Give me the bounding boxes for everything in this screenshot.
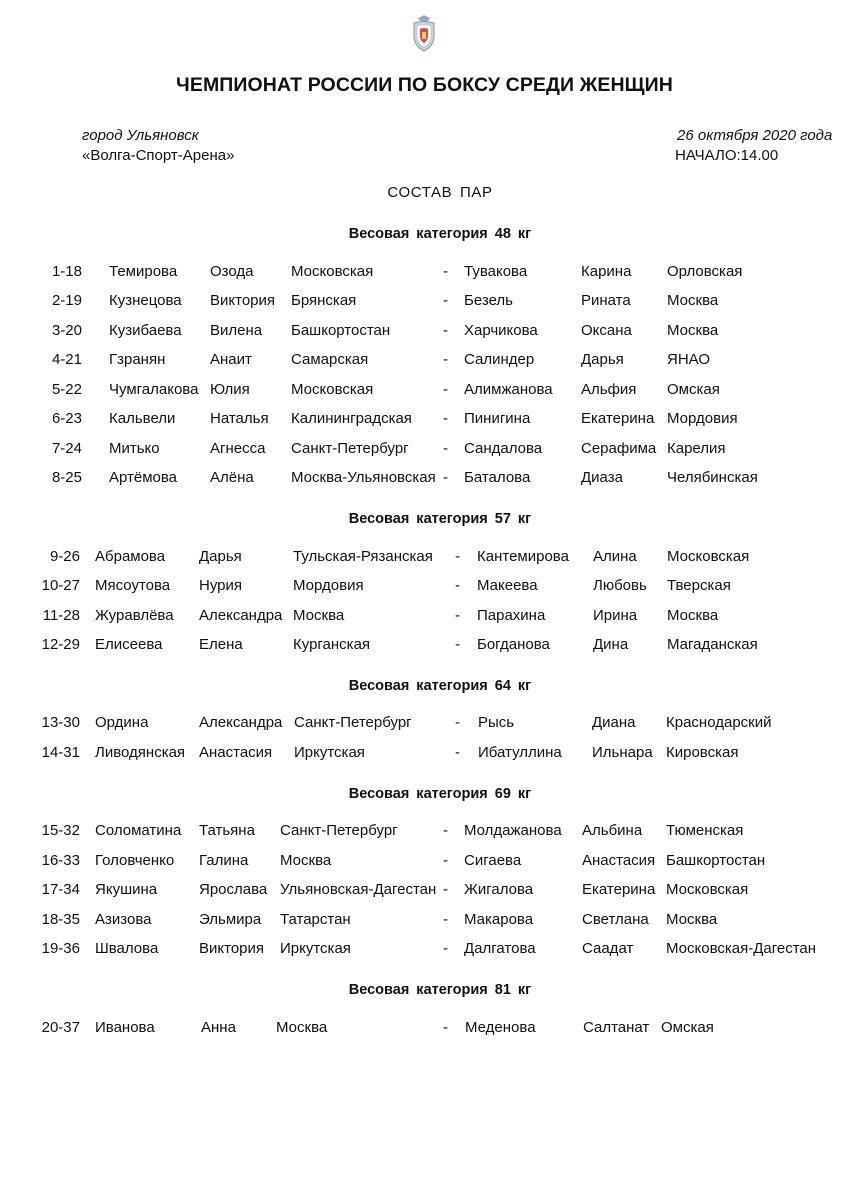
blue-surname: Богданова <box>477 636 550 653</box>
red-name: Анаит <box>210 351 252 368</box>
vs-separator: - <box>443 881 448 898</box>
blue-region: Тверская <box>667 577 731 594</box>
red-region: Курганская <box>293 636 371 653</box>
blue-surname: Жигалова <box>464 881 534 898</box>
blue-surname: Харчикова <box>464 322 538 339</box>
blue-name: Любовь <box>593 577 647 594</box>
blue-region: Москва <box>667 292 719 309</box>
red-region: Московская <box>291 263 374 280</box>
blue-region: Омская <box>661 1019 714 1036</box>
red-surname: Швалова <box>95 940 159 957</box>
pair-row <box>0 1019 849 1041</box>
red-surname: Чумгалакова <box>109 381 199 398</box>
blue-region: Челябинская <box>667 469 758 486</box>
pair-number: 6-23 <box>51 410 82 427</box>
pair-row <box>0 351 849 373</box>
blue-name: Карина <box>581 263 632 280</box>
pair-row <box>0 822 849 844</box>
red-region: Брянская <box>291 292 357 309</box>
vs-separator: - <box>443 469 448 486</box>
pair-number: 14-31 <box>41 744 80 761</box>
blue-region: Орловская <box>667 263 743 280</box>
vs-separator: - <box>455 548 460 565</box>
vs-separator: - <box>443 263 448 280</box>
red-name: Виктория <box>210 292 276 309</box>
blue-name: Диана <box>592 714 636 731</box>
red-region: Москва <box>280 852 332 869</box>
red-region: Москва <box>293 607 345 624</box>
pair-row <box>0 636 849 658</box>
start-time: НАЧАЛО:14.00 <box>675 147 779 164</box>
red-surname: Кузибаева <box>109 322 182 339</box>
blue-name: Ирина <box>593 607 638 624</box>
red-name: Галина <box>199 852 249 869</box>
blue-region: Московская <box>667 548 750 565</box>
red-surname: Якушина <box>95 881 158 898</box>
red-region: Башкортостан <box>291 322 391 339</box>
pair-row <box>0 440 849 462</box>
pair-number: 8-25 <box>51 469 82 486</box>
pair-number: 20-37 <box>41 1019 80 1036</box>
blue-name: Серафима <box>581 440 657 457</box>
weight-category-heading: Весовая категория 57 кг <box>348 511 532 527</box>
blue-name: Екатерина <box>581 410 655 427</box>
blue-name: Саадат <box>582 940 634 957</box>
vs-separator: - <box>443 911 448 928</box>
vs-separator: - <box>455 714 460 731</box>
vs-separator: - <box>443 852 448 869</box>
blue-name: Ильнара <box>592 744 653 761</box>
blue-surname: Сигаева <box>464 852 522 869</box>
blue-surname: Алимжанова <box>464 381 553 398</box>
blue-name: Оксана <box>581 322 632 339</box>
blue-surname: Безель <box>464 292 513 309</box>
red-surname: Артёмова <box>109 469 178 486</box>
red-region: Санкт-Петербург <box>280 822 398 839</box>
vs-separator: - <box>443 440 448 457</box>
red-region: Ульяновская-Дагестан <box>280 881 437 898</box>
blue-name: Дина <box>593 636 629 653</box>
red-region: Иркутская <box>280 940 351 957</box>
pair-row <box>0 940 849 962</box>
blue-surname: Сандалова <box>464 440 543 457</box>
red-name: Александра <box>199 714 283 731</box>
blue-surname: Меденова <box>465 1019 536 1036</box>
red-surname: Елисеева <box>95 636 163 653</box>
red-surname: Митько <box>109 440 160 457</box>
blue-name: Екатерина <box>582 881 656 898</box>
blue-name: Светлана <box>582 911 649 928</box>
pair-row <box>0 744 849 766</box>
pair-row <box>0 381 849 403</box>
pair-number: 1-18 <box>51 263 82 280</box>
blue-surname: Салиндер <box>464 351 535 368</box>
red-region: Самарская <box>291 351 369 368</box>
red-surname: Кузнецова <box>109 292 182 309</box>
blue-surname: Кантемирова <box>477 548 569 565</box>
vs-separator: - <box>443 292 448 309</box>
vs-separator: - <box>443 351 448 368</box>
blue-name: Анастасия <box>582 852 656 869</box>
vs-separator: - <box>455 636 460 653</box>
pair-number: 4-21 <box>51 351 82 368</box>
pair-number: 19-36 <box>41 940 80 957</box>
blue-surname: Ибатуллина <box>478 744 562 761</box>
city: город Ульяновск <box>82 127 199 144</box>
red-region: Санкт-Петербург <box>291 440 409 457</box>
red-surname: Соломатина <box>95 822 182 839</box>
pair-number: 9-26 <box>49 548 80 565</box>
blue-region: Кировская <box>666 744 739 761</box>
vs-separator: - <box>443 822 448 839</box>
pair-number: 2-19 <box>51 292 82 309</box>
pair-number: 15-32 <box>41 822 80 839</box>
red-name: Ярослава <box>199 881 268 898</box>
blue-region: Москва <box>667 322 719 339</box>
red-surname: Темирова <box>109 263 178 280</box>
pair-row <box>0 911 849 933</box>
vs-separator: - <box>443 381 448 398</box>
vs-separator: - <box>443 410 448 427</box>
vs-separator: - <box>455 577 460 594</box>
blue-name: Диаза <box>581 469 623 486</box>
red-surname: Кальвели <box>109 410 176 427</box>
blue-name: Дарья <box>581 351 624 368</box>
pair-row <box>0 469 849 491</box>
blue-surname: Пинигина <box>464 410 531 427</box>
pair-row <box>0 714 849 736</box>
red-name: Юлия <box>210 381 250 398</box>
blue-surname: Рысь <box>478 714 515 731</box>
weight-category-heading: Весовая категория 48 кг <box>348 226 532 242</box>
pair-number: 11-28 <box>42 607 80 624</box>
pair-row <box>0 607 849 629</box>
red-name: Татьяна <box>199 822 255 839</box>
red-surname: Ордина <box>95 714 149 731</box>
pair-row <box>0 548 849 570</box>
pair-number: 16-33 <box>41 852 80 869</box>
pair-number: 17-34 <box>41 881 80 898</box>
red-surname: Гзранян <box>109 351 166 368</box>
pair-row <box>0 881 849 903</box>
vs-separator: - <box>443 322 448 339</box>
red-surname: Ливодянская <box>95 744 186 761</box>
red-surname: Азизова <box>95 911 152 928</box>
blue-name: Альфия <box>581 381 637 398</box>
blue-surname: Далгатова <box>464 940 536 957</box>
blue-region: Москва <box>666 911 718 928</box>
federation-emblem-icon <box>411 14 437 52</box>
blue-surname: Парахина <box>477 607 546 624</box>
blue-name: Алина <box>593 548 637 565</box>
vs-separator: - <box>455 607 460 624</box>
blue-region: Московская-Дагестан <box>666 940 817 957</box>
blue-name: Альбина <box>582 822 643 839</box>
red-name: Агнесса <box>210 440 266 457</box>
blue-region: Омская <box>667 381 720 398</box>
red-name: Виктория <box>199 940 265 957</box>
blue-region: ЯНАО <box>667 351 711 368</box>
red-surname: Журавлёва <box>95 607 174 624</box>
pair-row <box>0 263 849 285</box>
weight-category-heading: Весовая категория 81 кг <box>348 982 532 998</box>
red-name: Озода <box>210 263 254 280</box>
red-name: Елена <box>199 636 243 653</box>
pair-row <box>0 410 849 432</box>
pair-number: 7-24 <box>51 440 82 457</box>
blue-name: Рината <box>581 292 631 309</box>
red-name: Алёна <box>210 469 254 486</box>
blue-surname: Макарова <box>464 911 534 928</box>
red-name: Анна <box>201 1019 236 1036</box>
red-name: Нурия <box>199 577 243 594</box>
pair-number: 18-35 <box>41 911 80 928</box>
pair-number: 12-29 <box>41 636 80 653</box>
blue-surname: Молдажанова <box>464 822 562 839</box>
red-region: Мордовия <box>293 577 364 594</box>
date: 26 октября 2020 года <box>677 127 833 144</box>
red-surname: Иванова <box>95 1019 155 1036</box>
blue-surname: Баталова <box>464 469 531 486</box>
venue: «Волга-Спорт-Арена» <box>82 147 235 164</box>
blue-region: Карелия <box>667 440 726 457</box>
red-name: Вилена <box>210 322 263 339</box>
blue-region: Мордовия <box>667 410 738 427</box>
pair-row <box>0 322 849 344</box>
red-surname: Мясоутова <box>95 577 171 594</box>
vs-separator: - <box>443 940 448 957</box>
pair-number: 10-27 <box>41 577 80 594</box>
blue-region: Московская <box>666 881 749 898</box>
weight-category-heading: Весовая категория 64 кг <box>348 678 532 694</box>
blue-region: Краснодарский <box>666 714 772 731</box>
pair-number: 5-22 <box>51 381 82 398</box>
red-name: Эльмира <box>199 911 262 928</box>
page-title: ЧЕМПИОНАТ РОССИИ ПО БОКСУ СРЕДИ ЖЕНЩИН <box>176 74 673 96</box>
blue-region: Башкортостан <box>666 852 766 869</box>
red-region: Калининградская <box>291 410 412 427</box>
red-surname: Головченко <box>95 852 175 869</box>
blue-surname: Макеева <box>477 577 538 594</box>
red-name: Александра <box>199 607 283 624</box>
blue-region: Тюменская <box>666 822 744 839</box>
red-region: Татарстан <box>280 911 351 928</box>
pair-row <box>0 852 849 874</box>
pair-row <box>0 577 849 599</box>
pair-number: 13-30 <box>41 714 80 731</box>
blue-surname: Тувакова <box>464 263 528 280</box>
vs-separator: - <box>455 744 460 761</box>
red-name: Анастасия <box>199 744 273 761</box>
pairs-subtitle: СОСТАВ ПАР <box>387 184 493 201</box>
pair-row <box>0 292 849 314</box>
red-region: Москва <box>276 1019 328 1036</box>
blue-region: Москва <box>667 607 719 624</box>
vs-separator: - <box>443 1019 448 1036</box>
red-surname: Абрамова <box>95 548 166 565</box>
pair-number: 3-20 <box>51 322 82 339</box>
red-region: Московская <box>291 381 374 398</box>
red-name: Дарья <box>199 548 242 565</box>
blue-name: Салтанат <box>583 1019 650 1036</box>
red-region: Тульская-Рязанская <box>293 548 433 565</box>
blue-region: Магаданская <box>667 636 758 653</box>
red-region: Санкт-Петербург <box>294 714 412 731</box>
red-region: Иркутская <box>294 744 365 761</box>
red-region: Москва-Ульяновская <box>291 469 436 486</box>
weight-category-heading: Весовая категория 69 кг <box>348 786 532 802</box>
red-name: Наталья <box>210 410 269 427</box>
